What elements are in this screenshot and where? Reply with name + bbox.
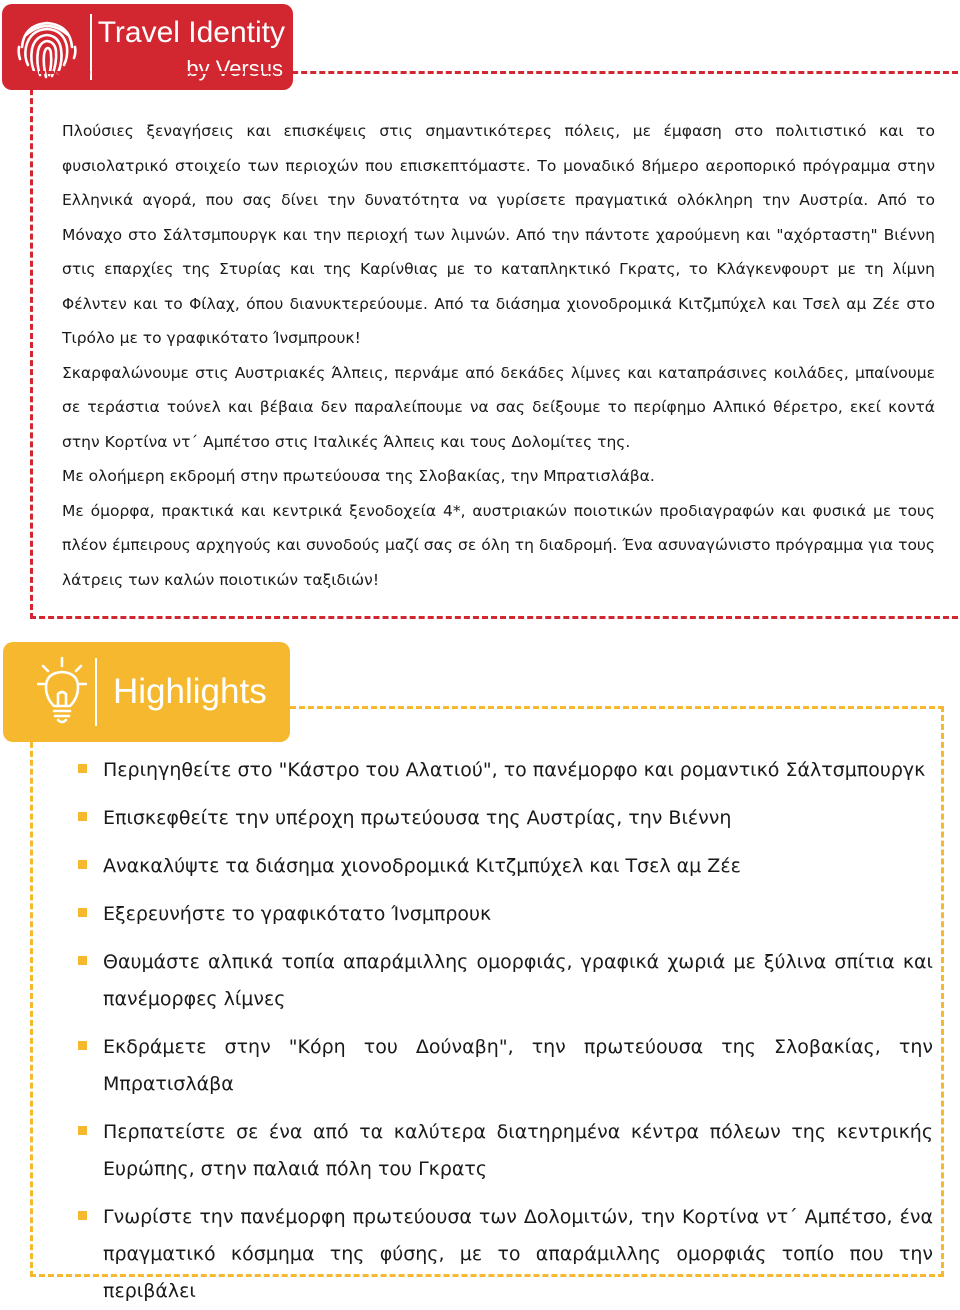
bullet-square-icon (78, 956, 87, 965)
intro-paragraph: Με ολοήμερη εκδρομή στην πρωτεύουσα της Σλοβακίας, την Μπρατισλάβα. (62, 467, 655, 485)
intro-paragraph: Με όμορφα, πρακτικά και κεντρικά ξενοδοχεία 4*, αυστριακών ποιοτικών προδιαγραφών και φυσικά με τους πλέον έμπειρους αρχηγούς και συνοδούς μαζί σας σε όλη τη διαδρομή. Ένα ασυναγώνιστο πρόγραμμα για τους λάτρεις των καλών ποιοτικών ταξιδιών! (62, 501, 935, 589)
highlight-text: Περπατείστε σε ένα από τα καλύτερα διατηρημένα κέντρα πόλεων της κεντρικής Ευρώπης, στην παλαιά πόλη του Γκρατς (103, 1121, 933, 1180)
highlights-list (78, 752, 933, 1310)
brand-subtitle: by Versus (186, 56, 283, 81)
highlight-item (78, 896, 933, 933)
highlight-item (78, 800, 933, 837)
bullet-square-icon (78, 1126, 87, 1135)
bullet-square-icon (78, 860, 87, 869)
highlight-item (78, 1199, 933, 1310)
highlight-text: Γνωρίστε την πανέμορφη πρωτεύουσα των Δολομιτών, την Κορτίνα ντ΄ Αμπέτσο, ένα πραγματικό κόσμημα της φύσης, με το απαράμιλλης ομορφιάς τοπίο που την περιβάλει (103, 1206, 933, 1302)
highlights-frame-top (290, 706, 944, 709)
highlight-item (78, 1114, 933, 1188)
highlight-text: Ανακαλύψτε τα διάσημα χιονοδρομικά Κιτζμπύχελ και Τσελ αμ Ζέε (103, 855, 741, 877)
highlight-item (78, 944, 933, 1018)
highlight-text: Επισκεφθείτε την υπέροχη πρωτεύουσα της Αυστρίας, την Βιέννη (103, 807, 732, 829)
bullet-square-icon (78, 1211, 87, 1220)
lightbulb-icon (37, 656, 87, 726)
bullet-square-icon (78, 764, 87, 773)
highlight-text: Εξερευνήστε το γραφικότατο Ίνσμπρουκ (103, 903, 492, 925)
highlight-text: Εκδράμετε στην "Κόρη του Δούναβη", την πρωτεύουσα της Σλοβακίας, την Μπρατισλάβα (103, 1036, 933, 1095)
bullet-square-icon (78, 1041, 87, 1050)
highlight-item (78, 848, 933, 885)
intro-paragraph: Σκαρφαλώνουμε στις Αυστριακές Άλπεις, περνάμε από δεκάδες λίμνες και καταπράσινες κοιλάδες, μπαίνουμε σε τεράστια τούνελ και βέβαια δεν παραλείπουμε να σας δείξουμε το περίφημο Αλπικό θέρετρο, εκεί κοντά στην Κορτίνα ντ΄ Αμπέτσο στις Ιταλικές Άλπεις και τους Δολομίτες της. (62, 363, 935, 451)
highlight-text: Περιηγηθείτε στο "Κάστρο του Αλατιού", το πανέμορφο και ρομαντικό Σάλτσμπουργκ (103, 759, 926, 781)
bullet-square-icon (78, 908, 87, 917)
brand-title: Travel Identity (97, 16, 285, 49)
highlight-item (78, 752, 933, 789)
highlight-item (78, 1029, 933, 1103)
intro-paragraph: Πλούσιες ξεναγήσεις και επισκέψεις στις σημαντικότερες πόλεις, με έμφαση στο πολιτιστικό και το φυσιολατρικό στοιχείο των περιοχών που επισκεπτόμαστε. Το μοναδικό 8ήμερο αεροπορικό πρόγραμμα στην Ελληνικά αγορά, που σας δίνει την δυνατότητα να γυρίσετε πραγματικά ολόκληρη την Αυστρία. Από το Μόναχο στο Σάλτσμπουργκ και την περιοχή των λιμνών. Από την πάντοτε χαρούμενη και "αχόρταστη" Βιέννη στις επαρχίες της Στυρίας και της Καρίνθιας με το καταπληκτικό Γκρατς, το Κλάγκενφουρτ με τη λίμνη Φέλντεν και το Φίλαχ, όπου διανυκτερεύουμε. Από τα διάσημα χιονοδρομικά Κιτζμπύχελ και Τσελ αμ Ζέε στο Τιρόλο με το γραφικότατο Ίνσμπρουκ! (62, 122, 935, 347)
intro-section (62, 114, 935, 597)
bullet-square-icon (78, 812, 87, 821)
highlight-text: Θαυμάστε αλπικά τοπία απαράμιλλης ομορφιάς, γραφικά χωριά με ξύλινα σπίτια και πανέμορφες λίμνες (103, 951, 933, 1010)
highlights-title: Highlights (113, 672, 267, 711)
highlights-divider (95, 658, 97, 726)
highlights-badge (3, 642, 290, 742)
